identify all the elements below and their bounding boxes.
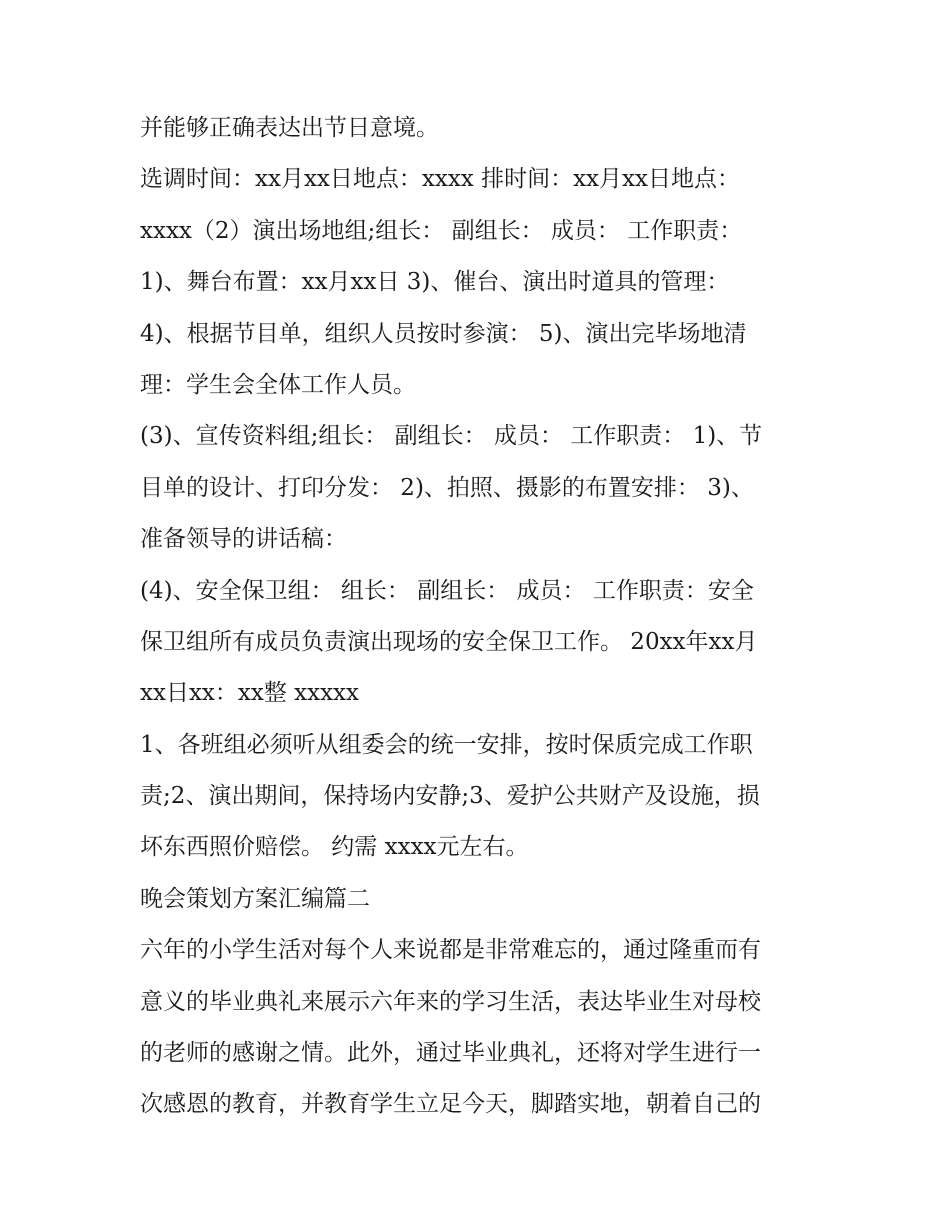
text-line: 并能够正确表达出节日意境。 xyxy=(140,115,439,141)
document-body xyxy=(140,103,820,1131)
text-line: 保卫组所有成员负责演出现场的安全保卫工作。 20xx年xx月 xyxy=(140,628,758,655)
text-line: 次感恩的教育，并教育学生立足今天，脚踏实地，朝着自己的 xyxy=(140,1091,761,1118)
text-line: 目单的设计、打印分发： 2)、拍照、摄影的布置安排： 3)、 xyxy=(140,474,754,501)
text-line: 理：学生会全体工作人员。 xyxy=(140,371,416,398)
text-line: 意义的毕业典礼来展示六年来的学习生活，表达毕业生对母校 xyxy=(140,988,761,1015)
text-line: 的老师的感谢之情。此外，通过毕业典礼，还将对学生进行一 xyxy=(140,1040,761,1067)
text-line: xx日xx：xx整 xxxxx xyxy=(140,680,359,707)
text-line: 1)、舞台布置：xx月xx日 3)、催台、演出时道具的管理： xyxy=(140,269,730,296)
text-line: 1、各班组必须听从组委会的统一安排，按时保质完成工作职 xyxy=(140,731,753,758)
text-line: 选调时间：xx月xx日地点：xxxx 排时间：xx月xx日地点： xyxy=(140,166,740,193)
section-heading: 晚会策划方案汇编篇二 xyxy=(140,885,370,912)
text-line: 六年的小学生活对每个人来说都是非常难忘的，通过隆重而有 xyxy=(140,937,761,964)
text-line: xxxx（2）演出场地组;组长： 副组长： 成员： 工作职责： xyxy=(140,217,743,244)
text-line: (3)、宣传资料组;组长： 副组长： 成员： 工作职责： 1)、节 xyxy=(140,423,763,450)
text-line: (4)、安全保卫组： 组长： 副组长： 成员： 工作职责：安全 xyxy=(140,577,754,604)
text-line: 4)、根据节目单，组织人员按时参演： 5)、演出完毕场地清 xyxy=(140,320,747,347)
text-line: 责;2、演出期间，保持场内安静;3、爱护公共财产及设施，损 xyxy=(140,783,760,810)
text-line: 准备领导的讲话稿： xyxy=(140,526,347,553)
text-line: 坏东西照价赔偿。 约需 xxxx元左右。 xyxy=(140,834,529,861)
